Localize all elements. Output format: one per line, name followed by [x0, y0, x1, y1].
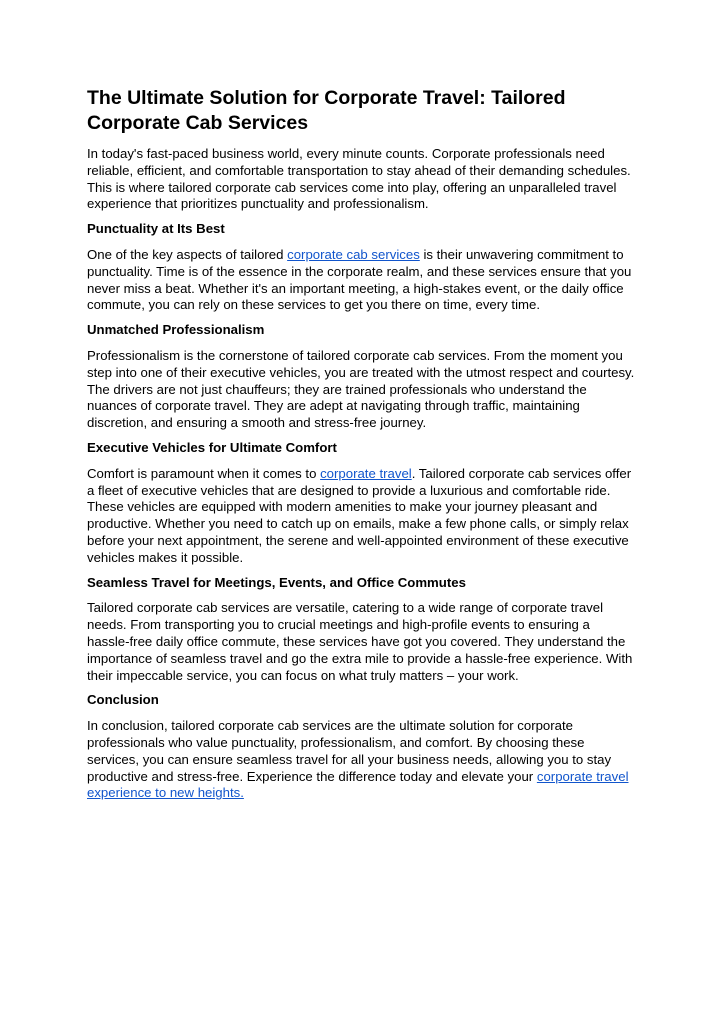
- section-body-executive-vehicles: [87, 466, 635, 567]
- text-run: Comfort is paramount when it comes to: [87, 465, 321, 481]
- section-heading-punctuality: Punctuality at Its Best: [87, 221, 225, 237]
- link-corporate-cab-services[interactable]: corporate cab services: [287, 246, 420, 262]
- document-title: The Ultimate Solution for Corporate Travel: Tailored Corporate Cab Services: [87, 87, 566, 134]
- section-body-punctuality: [87, 247, 635, 314]
- document-page: [87, 86, 635, 810]
- section-heading-executive-vehicles: Executive Vehicles for Ultimate Comfort: [87, 439, 337, 455]
- text-run: is their unwavering commitment to punctuality. Time is of the essence in the corporate realm, and these services ensure that you never miss a beat. Whether it's an important meeting, a high-stakes event, or the daily office commute, you can rely on these services to get you there on time, every time.: [87, 246, 632, 313]
- text-run: In conclusion, tailored corporate cab services are the ultimate solution for corporate professionals who value punctuality, professionalism, and comfort. By choosing these services, you can ensure seamless travel for all your business needs, allowing you to stay productive and stress-free. Experience the difference today and elevate your: [87, 718, 612, 784]
- section-heading-seamless-travel: Seamless Travel for Meetings, Events, and Office Commutes: [87, 574, 466, 590]
- link-corporate-travel[interactable]: corporate travel: [320, 465, 412, 481]
- section-body-professionalism: Professionalism is the cornerstone of tailored corporate cab services. From the moment you step into one of their executive vehicles, you are treated with the utmost respect and courtesy. The drivers are not just chauffeurs; they are trained professionals who understand the nuances of corporate travel. They are adept at navigating through traffic, maintaining discretion, and ensuring a smooth and stress-free journey.: [87, 347, 635, 431]
- section-body-conclusion: [87, 718, 635, 802]
- section-heading-conclusion: Conclusion: [87, 692, 159, 708]
- intro-paragraph: In today's fast-paced business world, every minute counts. Corporate professionals need reliable, efficient, and comfortable transportation to stay ahead of their demanding schedules. This is where tailored corporate cab services come into play, offering an unparalleled travel experience that prioritizes punctuality and professionalism.: [87, 146, 631, 212]
- section-body-seamless-travel: Tailored corporate cab services are versatile, catering to a wide range of corporate travel needs. From transporting you to crucial meetings and high-profile events to ensuring a hassle-free daily office commute, these services have got you covered. They understand the importance of seamless travel and go the extra mile to provide a hassle-free experience. With their impeccable service, you can focus on what truly matters – your work.: [87, 600, 633, 683]
- link-corporate-travel-experience[interactable]: corporate travel experience to new heights.: [87, 768, 629, 801]
- section-heading-professionalism: Unmatched Professionalism: [87, 322, 265, 338]
- text-run: . Tailored corporate cab services offer a fleet of executive vehicles that are designed to provide a luxurious and comfortable ride. These vehicles are equipped with modern amenities to make your journey pleasant and productive. Whether you need to catch up on emails, make a few phone calls, or simply relax before your next appointment, the serene and well-appointed environment of these executive vehicles makes it possible.: [87, 465, 632, 565]
- text-run: One of the key aspects of tailored: [87, 246, 288, 262]
